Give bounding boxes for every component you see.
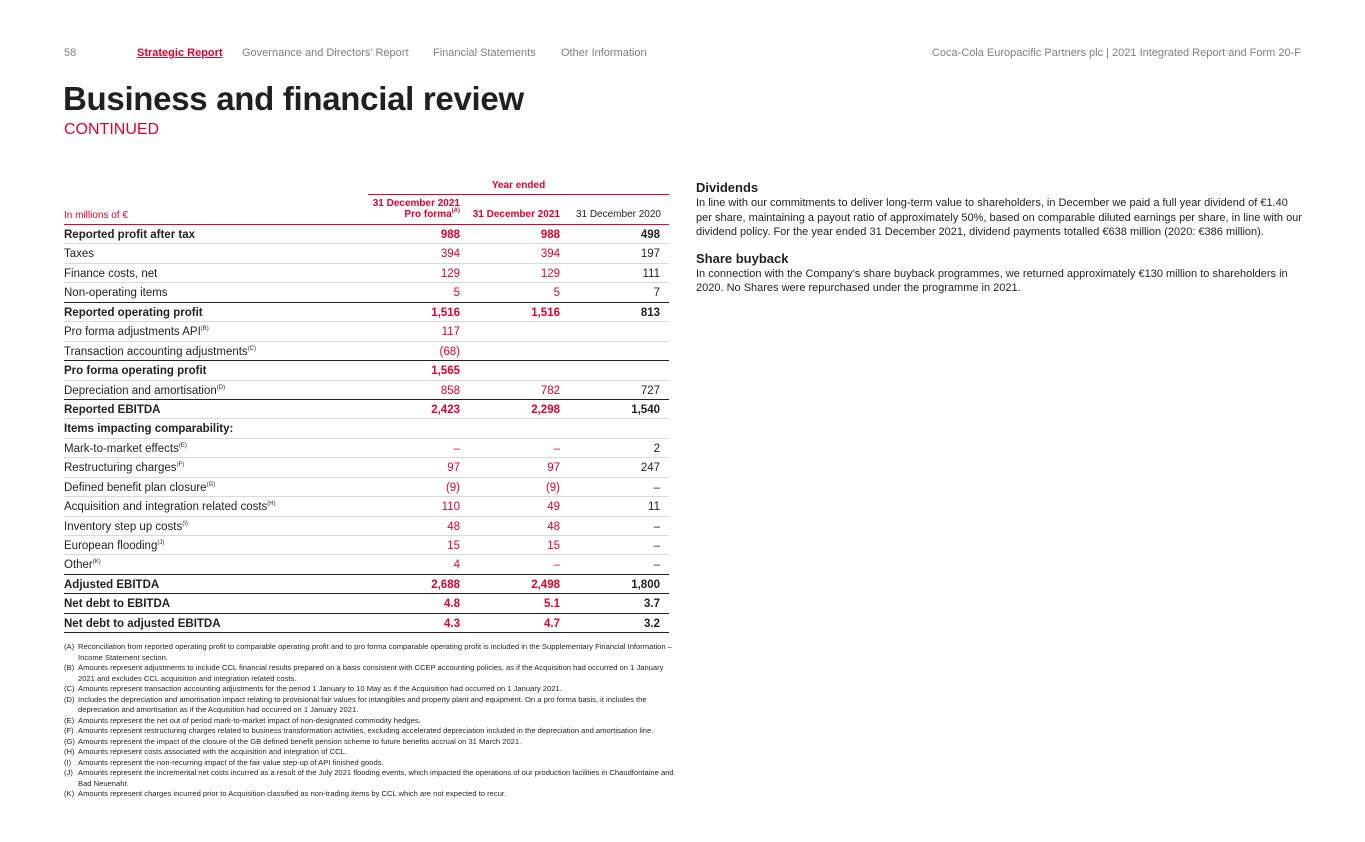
footnote-text: Amounts represent the net out of period mark-to-market impact of non-designated commodity hedges.	[78, 715, 421, 725]
footnote-ref: (B)	[200, 326, 209, 333]
row-label: Taxes	[64, 248, 95, 261]
table-row	[64, 400, 669, 419]
table-row	[64, 322, 669, 341]
column-header-2021-label: 31 December 2021	[472, 209, 560, 220]
footnote-ref: (E)	[178, 442, 187, 449]
value-pro-forma-2021: –	[453, 442, 460, 455]
value-pro-forma-2021: 117	[441, 326, 460, 339]
footnote-ref: (C)	[247, 345, 257, 352]
column-header-2020-label: 31 December 2020	[575, 209, 661, 220]
dividends-heading: Dividends	[696, 180, 759, 195]
table-row	[64, 361, 669, 380]
footnote-text: Amounts represent transaction accounting adjustments for the period 1 January to 10 May as if the Acquisition had occurred on 1 January 2021.	[78, 684, 562, 693]
row-label: Inventory step up costs$^{(I)}$	[64, 520, 188, 533]
row-label: Reported profit after tax	[64, 229, 195, 241]
top-navigation	[64, 47, 1301, 63]
table-row	[64, 497, 669, 516]
value-pro-forma-2021: 4.8	[444, 598, 460, 611]
footnote	[64, 663, 674, 684]
value-2021: (9)	[545, 481, 560, 494]
footnote-text: Amounts represent the incremental net costs incurred as a result of the July 2021 flooding events, which impacted the operations of our production facilities in Chaudfontaine and Bad Neuenahr.	[78, 768, 674, 788]
footnote-ref: (A)	[451, 208, 460, 214]
value-2021: 4.7	[544, 617, 560, 630]
value-2020: 498	[640, 229, 660, 241]
row-label: Transaction accounting adjustments$^{(C)}$	[64, 345, 257, 358]
footnote-ref: (J)	[157, 540, 165, 546]
nav-governance[interactable]: Governance and Directors’ Report	[242, 47, 409, 59]
row-label: Depreciation and amortisation$^{(D)}$	[64, 384, 226, 397]
footnote-text: Amounts represent adjustments to include CCL financial results prepared on a basis consistent with CCEP accounting policies, as if the Acquisition had occurred on 1 January 2021 and excludes CCL acquisition and integration related costs.	[78, 663, 664, 683]
value-2021: 5.1	[544, 598, 560, 611]
value-pro-forma-2021: 129	[440, 267, 460, 280]
table-row	[64, 517, 669, 536]
footnote	[64, 716, 674, 727]
dividends-body: In line with our commitments to deliver long-term value to shareholders, in December we paid a full year dividend of €1.40 per share, maintaining a payout ratio of approximately 50%, based on comparable diluted earnings per share, in line with our dividend policy. For the year ended 31 December 2021, dividend payments totalled €638 million (2020: €386 million).	[696, 197, 1302, 239]
footnote	[64, 789, 674, 800]
table-row	[64, 458, 669, 477]
value-pro-forma-2021: (9)	[445, 481, 460, 494]
table-row	[64, 283, 669, 302]
footnote	[64, 758, 674, 769]
footnote	[64, 768, 674, 789]
table-row	[64, 614, 669, 633]
page-number: 58	[64, 47, 77, 59]
row-label: Reported operating profit	[64, 306, 203, 319]
row-label: European flooding$^{(J)}$	[64, 540, 165, 552]
value-pro-forma-2021: 97	[447, 462, 460, 475]
table-row	[64, 478, 669, 497]
share-buyback-body: In connection with the Company’s share buyback programmes, we returned approximately €130 million to shareholders in 2020. No Shares were repurchased under the programme in 2021.	[696, 267, 1288, 295]
footnote-text: Amounts represent the non-recurring impact of the fair value step-up of API finished goods.	[78, 757, 384, 767]
row-label: Acquisition and integration related costs$^{(H)}$	[64, 501, 276, 514]
value-pro-forma-2021: 988	[440, 229, 460, 241]
column-header-2020	[569, 198, 661, 220]
footnote-key: (F)	[64, 726, 74, 735]
footnote	[64, 642, 674, 663]
table-row	[64, 594, 669, 613]
table-row	[64, 536, 669, 555]
value-2021: 394	[540, 248, 560, 261]
value-2021: 2,498	[531, 578, 560, 591]
footnote-text: Amounts represent restructuring charges related to business transformation activities, excluding accelerated depreciation included in the depreciation and amortisation line.	[78, 726, 654, 735]
footnote-key: (C)	[64, 684, 75, 693]
footnote-text: Includes the depreciation and amortisation impact relating to provisional fair values for intangibles and property plant and equipment. On a pro forma basis, it includes the depreciation and amortisation as if the Acquisition had occurred on 1 January 2021.	[78, 694, 647, 714]
row-label: Non-operating items	[64, 287, 168, 300]
table-row	[64, 419, 669, 438]
value-pro-forma-2021: 858	[440, 384, 460, 397]
value-2020: 111	[642, 267, 660, 280]
table-row	[64, 244, 669, 263]
value-2020: –	[653, 520, 660, 533]
row-label: Reported EBITDA	[64, 403, 161, 416]
value-2021: 5	[553, 287, 560, 300]
column-header-2021	[468, 198, 560, 220]
value-pro-forma-2021: 1,516	[431, 306, 460, 319]
value-pro-forma-2021: (68)	[439, 345, 460, 358]
value-2021: 1,516	[531, 306, 560, 319]
year-ended-header: Year ended	[491, 180, 546, 191]
value-pro-forma-2021: 1,565	[431, 365, 460, 378]
value-pro-forma-2021: 48	[447, 520, 460, 533]
unit-label: In millions of €	[64, 210, 128, 221]
nav-financial-statements[interactable]: Financial Statements	[433, 47, 536, 59]
table-row	[64, 342, 669, 361]
footnotes	[64, 642, 674, 800]
nav-strategic-report[interactable]: Strategic Report	[137, 47, 223, 59]
row-label: Mark-to-market effects$^{(E)}$	[64, 442, 187, 455]
table-row	[64, 575, 669, 594]
footnote-key: (J)	[64, 768, 73, 777]
footnote-ref: (D)	[216, 384, 226, 391]
footnote	[64, 726, 674, 737]
footnote-text: Amounts represent charges incurred prior to Acquisition classified as non-trading items by CCL which are not expected to recur.	[78, 789, 507, 798]
table-body	[64, 225, 669, 633]
value-2021: 129	[540, 267, 560, 280]
footnote-ref: (G)	[206, 481, 216, 488]
footnote-ref: (K)	[92, 559, 101, 566]
value-2021: 782	[540, 384, 560, 397]
footnote-key: (E)	[64, 715, 75, 725]
row-label: Defined benefit plan closure$^{(G)}$	[64, 481, 216, 494]
value-2020: 7	[653, 287, 660, 300]
table-row	[64, 439, 669, 458]
value-pro-forma-2021: 5	[453, 287, 460, 300]
page-subtitle: CONTINUED	[64, 121, 160, 138]
footnote-key: (G)	[64, 736, 75, 746]
report-title: Coca-Cola Europacific Partners plc | 2021 Integrated Report and Form 20-F	[931, 47, 1301, 59]
footnote-text: Amounts represent the impact of the closure of the GB defined benefit pension scheme to future benefits accrual on 31 March 2021.	[78, 736, 522, 746]
footnote-text: Reconciliation from reported operating profit to comparable operating profit and to pro forma comparable operating profit is included in the Supplementary Financial Information – Income Statement section.	[78, 642, 672, 662]
column-header-pro-forma-label: Pro forma	[404, 209, 452, 220]
value-2020: 1,800	[631, 578, 660, 591]
value-pro-forma-2021: 110	[441, 501, 460, 514]
nav-other-information[interactable]: Other Information	[561, 47, 647, 59]
footnote-text: Amounts represent costs associated with the acquisition and integration of CCL.	[78, 747, 347, 756]
value-2021: 15	[547, 540, 560, 552]
share-buyback-heading: Share buyback	[696, 250, 789, 266]
value-2020: 197	[640, 248, 660, 261]
value-2020: 3.7	[644, 598, 660, 611]
row-label: Items impacting comparability:	[64, 423, 234, 436]
table-row	[64, 381, 669, 400]
value-pro-forma-2021: 2,423	[431, 403, 460, 416]
footnote	[64, 747, 674, 758]
footnote-ref: (H)	[267, 501, 276, 508]
value-pro-forma-2021: 394	[440, 248, 460, 261]
value-2021: –	[553, 442, 560, 455]
value-2020: 813	[640, 306, 660, 319]
value-2020: 727	[640, 384, 660, 397]
value-pro-forma-2021: 4.3	[444, 617, 460, 630]
right-column	[696, 180, 1304, 296]
column-header-pro-forma-date: 31 December 2021	[372, 198, 460, 209]
table-row	[64, 264, 669, 283]
footnote-key: (H)	[64, 747, 75, 756]
row-label: Pro forma adjustments $API^{(B)}$	[64, 326, 209, 339]
row-label: Pro forma operating profit	[64, 365, 207, 378]
footnote	[64, 695, 674, 716]
row-label: Net debt to adjusted EBITDA	[64, 617, 221, 630]
value-pro-forma-2021: 15	[447, 540, 460, 552]
value-2020: –	[653, 481, 660, 494]
value-2021: 48	[547, 520, 560, 533]
value-2021: 97	[547, 462, 560, 475]
row-label: Finance costs, net	[64, 267, 158, 280]
value-2020: 2	[653, 442, 660, 455]
value-pro-forma-2021: 2,688	[431, 578, 460, 591]
table-row	[64, 303, 669, 322]
table-row	[64, 225, 669, 244]
value-2021: 49	[547, 501, 560, 514]
row-label: Other$^{(K)}$	[64, 559, 101, 572]
value-2020: 11	[648, 501, 660, 514]
table-row	[64, 555, 669, 574]
value-2021: –	[553, 559, 560, 572]
row-label: Adjusted EBITDA	[64, 578, 160, 591]
footnote	[64, 737, 674, 748]
footnote-key: (D)	[64, 694, 75, 704]
footnote-ref: (F)	[176, 462, 185, 469]
value-2021: 2,298	[531, 403, 560, 416]
footnote-ref: (I)	[182, 520, 188, 527]
value-2020: 3.2	[644, 617, 660, 630]
footnote-key: (B)	[64, 663, 75, 672]
value-2020: 1,540	[631, 403, 660, 416]
footnote-key: (I)	[64, 757, 72, 767]
row-label: Restructuring charges$^{(F)}$	[64, 462, 185, 475]
value-2020: 247	[640, 462, 660, 475]
row-label: Net debt to EBITDA	[64, 598, 171, 611]
value-pro-forma-2021: 4	[453, 559, 460, 572]
footnote-key: (A)	[64, 642, 75, 651]
page-title: Business and financial review	[63, 80, 524, 117]
footnote	[64, 684, 674, 695]
year-ended-rule	[368, 194, 669, 195]
column-header-pro-forma	[368, 198, 460, 220]
value-2021: 988	[540, 229, 560, 241]
value-2020: –	[653, 559, 660, 572]
footnote-key: (K)	[64, 789, 75, 798]
value-2020: –	[653, 540, 660, 552]
